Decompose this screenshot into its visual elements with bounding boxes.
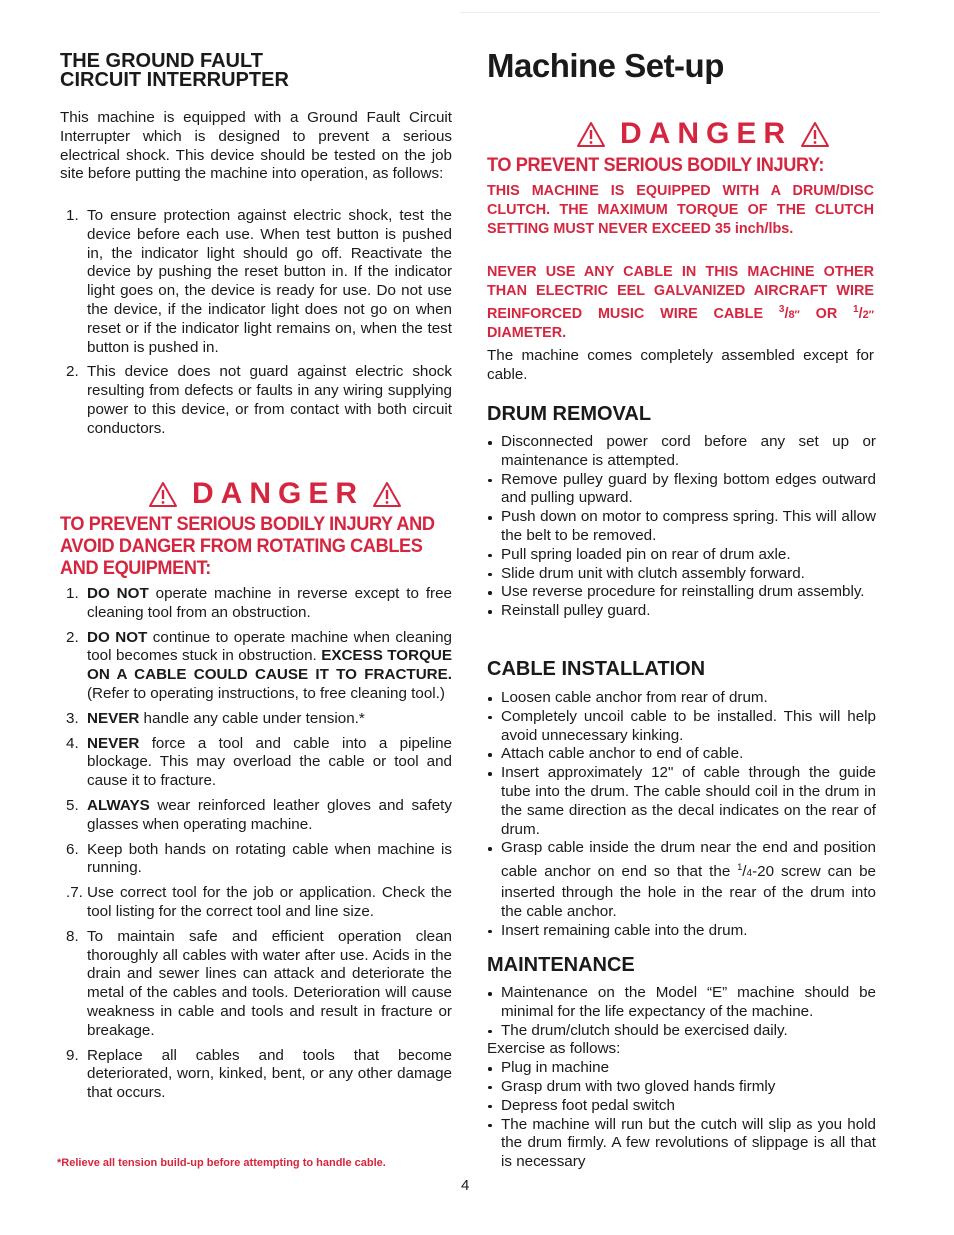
top-rule: [460, 12, 880, 13]
list-item: Maintenance on the Model “E” machine should be minimal for the life expectancy of the machine.: [487, 984, 876, 1022]
list-item: Disconnected power cord before any set up or maintenance is attempted.: [487, 433, 876, 471]
exercise-label: Exercise as follows:: [487, 1040, 621, 1058]
gfci-intro: This machine is equipped with a Ground Fault Circuit Interrupter which is designed to prevent a serious electrical shock. This device should be tested on the job site before putting the machine into operation, as follows:: [60, 109, 452, 183]
list-item: Grasp cable inside the drum near the end and position cable anchor on end so that the $^1$/4-20 screw can be inserted through the hole in the rear of the drum into the cable anchor.: [487, 839, 876, 921]
safety-rule: 8. To maintain safe and efficient operation clean thoroughly all cables with water after use. Acids in the drain and sewer lines can attack and deteriorate the metal of the cables and tools. Deterioration will cause weakness in cable and tools and result in fracture or breakage.: [66, 927, 452, 1039]
list-item: Attach cable anchor to end of cable.: [487, 745, 876, 764]
drum-removal-list: [487, 433, 876, 621]
warning-triangle-icon: [372, 481, 402, 508]
warning-triangle-icon: [576, 121, 606, 148]
maintenance-list: [487, 984, 876, 1172]
safety-rule: .7. Use correct tool for the job or application. Check the tool listing for the correct tool and line size.: [66, 884, 452, 920]
list-item: Plug in machine: [487, 1059, 876, 1078]
gfci-heading: THE GROUND FAULT CIRCUIT INTERRUPTER: [60, 50, 289, 91]
cable-installation-list: [487, 689, 876, 940]
list-item: Reinstall pulley guard.: [487, 602, 876, 621]
list-item: Loosen cable anchor from rear of drum.: [487, 689, 876, 708]
list-item: Use reverse procedure for reinstalling drum assembly.: [487, 583, 876, 602]
danger-subheading: TO PREVENT SERIOUS BODILY INJURY AND AVOID DANGER FROM ROTATING CABLES AND EQUIPMENT:: [60, 513, 435, 579]
list-item: Pull spring loaded pin on rear of drum axle.: [487, 546, 876, 565]
danger-word: DANGER: [192, 477, 365, 510]
warning-triangle-icon: [800, 121, 830, 148]
danger-word: DANGER: [620, 117, 793, 150]
list-item: Insert approximately 12" of cable through the guide tube into the drum. The cable should coil in the drum in the same direction as the decal indicates on the rear of drum.: [487, 764, 876, 839]
clutch-warning: THIS MACHINE IS EQUIPPED WITH A DRUM/DISC CLUTCH. THE MAXIMUM TORQUE OF THE CLUTCH SETTING MUST NEVER EXCEED 35 inch/lbs.: [487, 183, 874, 237]
list-item: Push down on motor to compress spring. This will allow the belt to be removed.: [487, 508, 876, 546]
footnote: *Relieve all tension build-up before attempting to handle cable.: [57, 1157, 386, 1169]
cable-warning: NEVER USE ANY CABLE IN THIS MACHINE OTHER THAN ELECTRIC EEL GALVANIZED AIRCRAFT WIRE REINFORCED MUSIC WIRE CABLE $^3$/8″ OR $^1$/2″ DIAMETER.: [487, 264, 874, 342]
gfci-item: 2. This device does not guard against electric shock resulting from defects or faults in any wiring supplying power to this device, or from contact with both circuit conductors.: [66, 363, 452, 437]
list-item: The machine will run but the cutch will slip as you hold the drum firmly. A few revolutions of slippage is all that is necessary: [487, 1116, 876, 1172]
safety-rule: 6. Keep both hands on rotating cable when machine is running.: [66, 840, 452, 877]
drum-removal-heading: DRUM REMOVAL: [487, 403, 652, 425]
safety-rule: 2. DO NOT continue to operate machine when cleaning tool becomes stuck in obstruction. EXCESS TORQUE ON A CABLE COULD CAUSE IT TO FRACTURE. (Refer to operating instructions, to free cleaning tool.): [66, 628, 453, 702]
page-title: Machine Set-up: [487, 47, 724, 84]
gfci-list: [60, 207, 452, 439]
safety-rule: 5. ALWAYS wear reinforced leather gloves and safety glasses when operating machine.: [66, 796, 452, 833]
list-item: Insert remaining cable into the drum.: [487, 922, 876, 941]
safety-rules-list: [60, 585, 452, 1103]
assembled-note: The machine comes completely assembled except for cable.: [487, 347, 874, 383]
list-item: The drum/clutch should be exercised daily.: [487, 1022, 876, 1041]
danger-banner: [576, 117, 830, 151]
safety-rule: 9. Replace all cables and tools that become deteriorated, worn, kinked, bent, or any other damage that occurs.: [66, 1046, 452, 1102]
list-item: Completely uncoil cable to be installed. This will help avoid unnecessary kinking.: [487, 708, 876, 746]
list-item: Slide drum unit with clutch assembly forward.: [487, 565, 876, 584]
list-item: Grasp drum with two gloved hands firmly: [487, 1078, 876, 1097]
maintenance-heading: MAINTENANCE: [487, 954, 635, 976]
list-item: Remove pulley guard by flexing bottom edges outward and pulling upward.: [487, 471, 876, 509]
safety-rule: 4. NEVER force a tool and cable into a pipeline blockage. This may overload the cable or tool and cause it to fracture.: [66, 734, 452, 790]
warning-triangle-icon: [148, 481, 178, 508]
list-item: Depress foot pedal switch: [487, 1097, 876, 1116]
safety-rule: 1. DO NOT operate machine in reverse except to free cleaning tool from an obstruction.: [66, 585, 453, 621]
cable-installation-heading: CABLE INSTALLATION: [487, 658, 706, 680]
page-number: 4: [461, 1177, 470, 1194]
gfci-item: 1. To ensure protection against electric shock, test the device before each use. When test button is pushed in, the indicator light should go off. Reactivate the device by pushing the reset button in. If the indicator light goes on, the device is ready for use. Do not use the device, if the indicator light does not go on when reset or if the indicator light remains on, when the test button is pushed in.: [66, 207, 452, 356]
danger-subheading: TO PREVENT SERIOUS BODILY INJURY:: [487, 154, 825, 176]
safety-rule: 3. NEVER handle any cable under tension.*: [66, 709, 365, 727]
danger-banner: [148, 477, 402, 511]
